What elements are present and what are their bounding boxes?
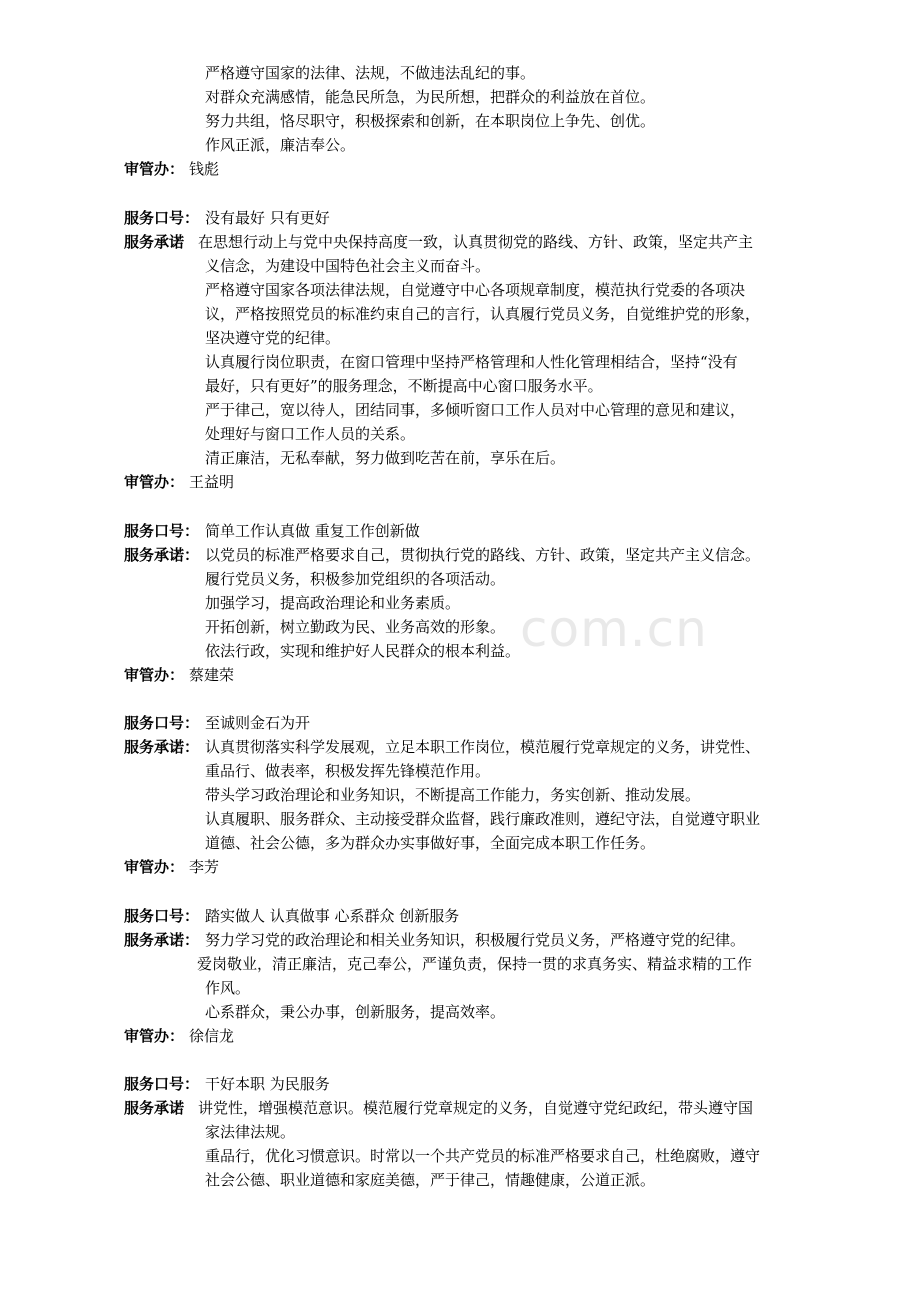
reviewer-label: 审管办：	[124, 666, 185, 684]
slogan-text: 没有最好 只有更好	[205, 209, 330, 227]
promise-label: 服务承诺：	[124, 546, 200, 564]
promise-line: 议，严格按照党员的标准约束自己的言行，认真履行党员义务，自觉维护党的形象，	[205, 305, 761, 323]
intro-item: 对群众充满感情，能急民所急，为民所想，把群众的利益放在首位。	[205, 88, 656, 106]
reviewer-name: 王益明	[189, 473, 235, 491]
promise-line: 认真履行岗位职责，在窗口管理中坚持严格管理和人性化管理相结合，坚持“没有	[205, 353, 738, 371]
slogan-label: 服务口号：	[124, 1075, 200, 1093]
slogan-label: 服务口号：	[124, 522, 200, 540]
reviewer-name: 徐信龙	[189, 1027, 235, 1045]
intro-item: 严格遵守国家的法律、法规，不做违法乱纪的事。	[205, 64, 536, 82]
slogan-text: 至诚则金石为开	[205, 714, 311, 732]
promise-line: 履行党员义务，积极参加党组织的各项活动。	[205, 570, 506, 588]
promise-line: 作风。	[205, 979, 251, 997]
reviewer-name: 李芳	[189, 858, 220, 876]
promise-line: 认真履职、服务群众、主动接受群众监督，践行廉政准则，遵纪守法，自觉遵守职业	[205, 810, 761, 828]
promise-line: 社会公德、职业道德和家庭美德，严于律己，情趣健康，公道正派。	[205, 1171, 656, 1189]
promise-line: 处理好与窗口工作人员的关系。	[205, 425, 416, 443]
reviewer-label: 审管办：	[124, 160, 185, 178]
promise-line: 道德、社会公德，多为群众办实事做好事，全面完成本职工作任务。	[205, 834, 656, 852]
slogan-label: 服务口号：	[124, 907, 200, 925]
promise-label: 服务承诺：	[124, 931, 200, 949]
intro-item: 作风正派，廉洁奉公。	[205, 136, 356, 154]
reviewer-label: 审管办：	[124, 858, 185, 876]
slogan-text: 简单工作认真做 重复工作创新做	[205, 522, 420, 540]
slogan-label: 服务口号：	[124, 714, 200, 732]
promise-line: 认真贯彻落实科学发展观，立足本职工作岗位，模范履行党章规定的义务，讲党性、	[205, 738, 761, 756]
promise-line: 清正廉洁，无私奉献，努力做到吃苦在前，享乐在后。	[205, 449, 566, 467]
promise-line: 依法行政，实现和维护好人民群众的根本利益。	[205, 642, 521, 660]
promise-line: 坚决遵守党的纪律。	[205, 329, 341, 347]
promise-line: 义信念，为建设中国特色社会主义而奋斗。	[205, 257, 491, 275]
promise-label: 服务承诺：	[124, 738, 200, 756]
reviewer-name: 钱彪	[189, 160, 220, 178]
reviewer-label: 审管办：	[124, 1027, 185, 1045]
reviewer-label: 审管办：	[124, 473, 185, 491]
promise-line: 在思想行动上与党中央保持高度一致，认真贯彻党的路线、方针、政策，坚定共产主	[198, 233, 754, 251]
reviewer-name: 蔡建荣	[189, 666, 235, 684]
promise-line: 加强学习，提高政治理论和业务素质。	[205, 594, 461, 612]
promise-line: 带头学习政治理论和业务知识，不断提高工作能力，务实创新、推动发展。	[205, 786, 701, 804]
slogan-text: 踏实做人 认真做事 心系群众 创新服务	[205, 907, 460, 925]
promise-line: 最好，只有更好”的服务理念，不断提高中心窗口服务水平。	[205, 377, 603, 395]
promise-line: 重品行，优化习惯意识。时常以一个共产党员的标准严格要求自己，杜绝腐败，遵守	[205, 1147, 761, 1165]
slogan-label: 服务口号：	[124, 209, 200, 227]
promise-line: 讲党性，增强模范意识。模范履行党章规定的义务，自觉遵守党纪政纪，带头遵守国	[198, 1099, 754, 1117]
intro-item: 努力共组，恪尽职守，积极探索和创新，在本职岗位上争先、创优。	[205, 112, 656, 130]
promise-label: 服务承诺	[124, 233, 185, 251]
promise-line: 努力学习党的政治理论和相关业务知识，积极履行党员义务，严格遵守党的纪律。	[205, 931, 746, 949]
promise-line: 爱岗敬业，清正廉洁，克己奉公，严谨负责，保持一贯的求真务实、精益求精的工作	[197, 955, 753, 973]
promise-line: 开拓创新，树立勤政为民、业务高效的形象。	[205, 618, 506, 636]
promise-line: 严于律己，宽以待人，团结同事，多倾听窗口工作人员对中心管理的意见和建议，	[205, 401, 746, 419]
promise-label: 服务承诺	[124, 1099, 185, 1117]
watermark: com.cn	[520, 600, 708, 658]
promise-line: 重品行、做表率，积极发挥先锋模范作用。	[205, 762, 491, 780]
promise-line: 严格遵守国家各项法律法规，自觉遵守中心各项规章制度，模范执行党委的各项决	[205, 281, 746, 299]
promise-line: 以党员的标准严格要求自己，贯彻执行党的路线、方针、政策，坚定共产主义信念。	[205, 546, 761, 564]
promise-line: 家法律法规。	[205, 1123, 296, 1141]
promise-line: 心系群众，秉公办事，创新服务，提高效率。	[205, 1003, 506, 1021]
slogan-text: 干好本职 为民服务	[205, 1075, 330, 1093]
